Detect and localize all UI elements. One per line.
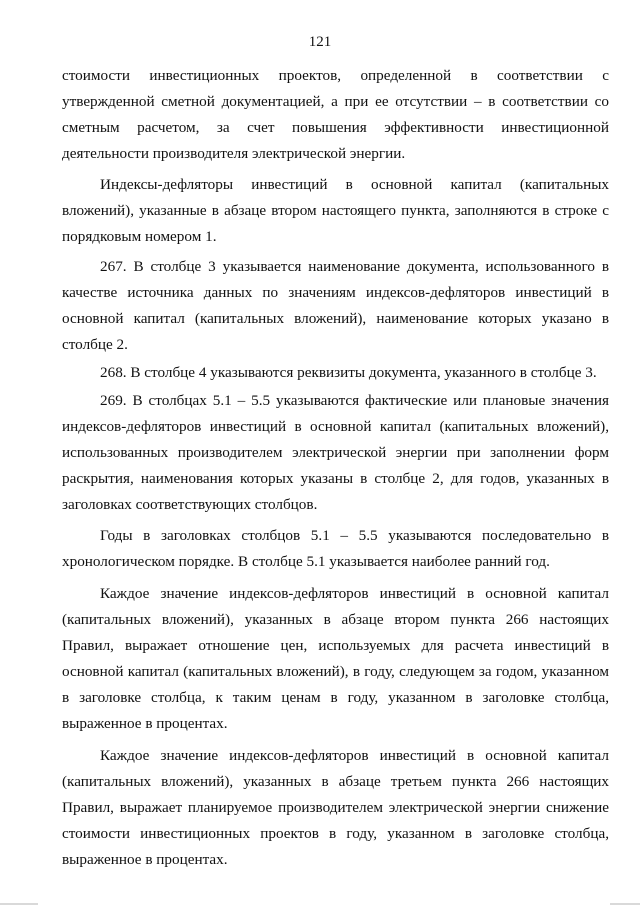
paragraph-continuation: стоимости инвестиционных проектов, определенной в соответствии с утвержденной сметной документацией, а при ее отсутствии – в соответствии со сметным расчетом, за счет повышения эффективности инвестиционной деятельности производителя электрической энергии. bbox=[62, 67, 609, 162]
document-body bbox=[62, 63, 609, 877]
paragraph-item-268: 268. В столбце 4 указываются реквизиты документа, указанного в столбце 3. bbox=[100, 364, 597, 381]
paragraph-deflator-value-third: Каждое значение индексов-дефляторов инвестиций в основной капитал (капитальных вложений), указанных в абзаце третьем пункта 266 настоящих Правил, выражает планируемое производителем электрической энергии снижение стоимости инвестиционных проектов в году, указанном в заголовке столбца, выраженное в процентах. bbox=[62, 746, 609, 868]
paragraph-deflators-row: Индексы-дефляторы инвестиций в основной капитал (капитальных вложений), указанные в абзаце втором настоящего пункта, заполняются в строке с порядковым номером 1. bbox=[62, 175, 609, 245]
paragraph-years-order: Годы в заголовках столбцов 5.1 – 5.5 указываются последовательно в хронологическом порядке. В столбце 5.1 указывается наиболее ранний год. bbox=[62, 526, 609, 570]
paragraph-deflator-value-second: Каждое значение индексов-дефляторов инвестиций в основной капитал (капитальных вложений), указанных в абзаце втором пункта 266 настоящих Правил, выражает отношение цен, используемых для расчета инвестиций в основной капитал (капитальных вложений), в году, следующем за годом, указанном в заголовке столбца, к таким ценам в году, указанном в заголовке столбца, выраженное в процентах. bbox=[62, 584, 609, 732]
paragraph-item-269: 269. В столбцах 5.1 – 5.5 указываются фактические или плановые значения индексов-дефляторов инвестиций в основной капитал (капитальных вложений), использованных производителем электрической энергии при заполнении форм раскрытия, наименования которых указаны в столбце 2, для годов, указанных в заголовках соответствующих столбцов. bbox=[62, 392, 609, 513]
paragraph-item-267: 267. В столбце 3 указывается наименование документа, использованного в качестве источника данных по значениям индексов-дефляторов инвестиций в основной капитал (капитальных вложений), наименование которых указано в столбце 2. bbox=[62, 258, 609, 353]
page-number: 121 bbox=[308, 34, 332, 50]
